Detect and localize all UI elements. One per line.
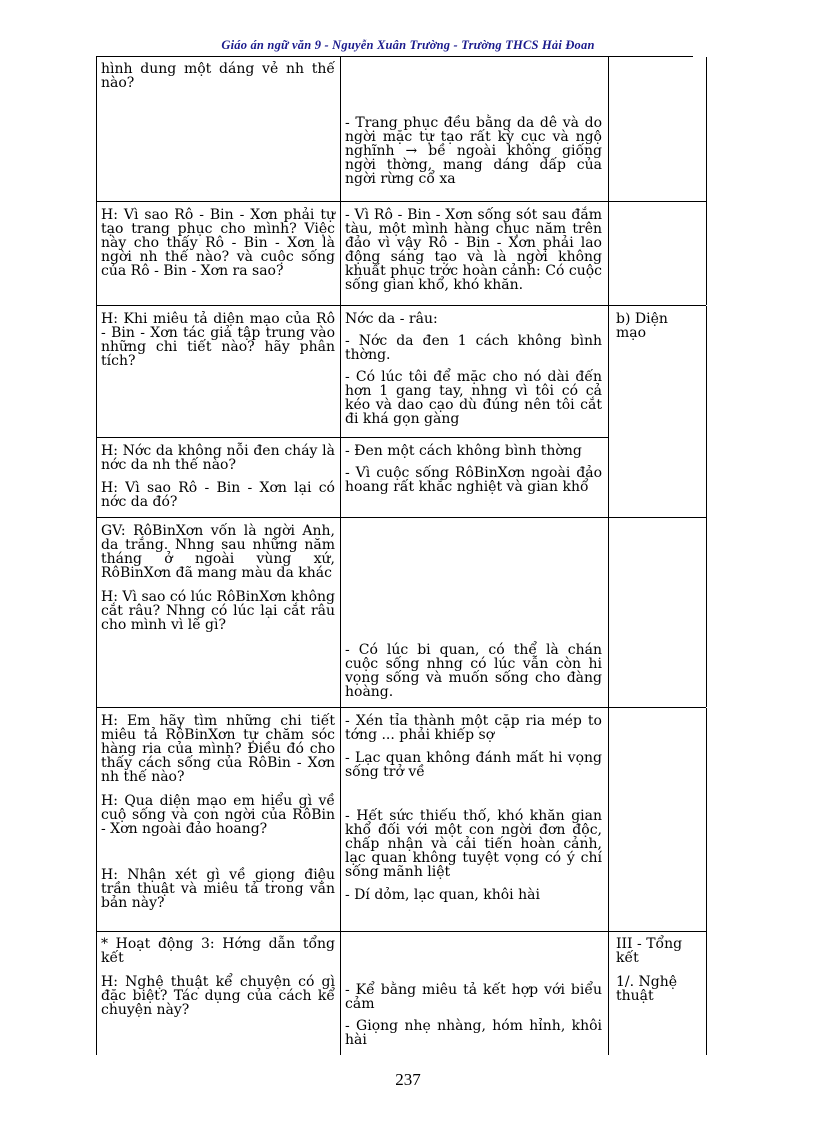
table-right-border — [706, 931, 707, 1055]
cell-text: - Có lúc bi quan, có thể là chán cuộc sống nhng có lúc vẫn còn hi vọng sống và muốn sống cho đàng hoàng. — [345, 642, 602, 700]
row-6-middle-cell — [345, 714, 602, 902]
cell-text: * Hoạt động 3: Hớng dẫn tổng kết — [101, 936, 335, 966]
row-4-middle-cell — [345, 444, 602, 494]
cell-text: H: Khi miêu tả diện mạo của Rô - Bin - Xơn tác giả tập trung vào những chi tiết nào? hãy phân tích? — [101, 311, 335, 369]
row-6-left-cell — [101, 714, 335, 910]
cell-text: - Hết sức thiếu thố, khó khăn gian khổ đối với một con ngời đơn độc, chấp nhận và cải tiến hoàn cảnh, lạc quan không tuyệt vọng có ý chí sống mãnh liệt — [345, 808, 602, 880]
cell-text: GV: RôBinXơn vốn là ngời Anh, da trắng. Nhng sau những năm tháng ở ngoài vùng xứ, RôBinXơn đã mang màu da khác — [101, 523, 335, 581]
cell-text: - Vì Rô - Bin - Xơn sống sót sau đắm tàu, một mình hàng chục năm trên đảo vì vậy Rô - Bin - Xơn phải lao động sáng tạo và là ngời không khuất phục trớc hoàn cảnh: Có cuộc sống gian khổ, khó khăn. — [345, 207, 602, 293]
cell-text: H: Em hãy tìm những chi tiết miêu tả RôBinXơn tự chăm sóc hàng ria của mình? Điều đó cho thấy cách sống của RôBin - Xơn nh thế nào? — [101, 713, 335, 785]
row-2-middle-cell — [345, 208, 602, 292]
column-divider-2 — [608, 57, 609, 1055]
row-7-right-cell — [616, 937, 702, 1003]
cell-text: - Kể bằng miêu tả kết hợp với biểu cảm — [345, 982, 602, 1012]
cell-text: H: Qua diện mạo em hiểu gì về cuộ sống và con ngời của RôBin - Xơn ngoài đảo hoang? — [101, 793, 335, 837]
table-left-border — [96, 57, 97, 707]
row-3-middle-cell — [345, 312, 602, 426]
row-1-left-cell — [101, 62, 335, 90]
row-border — [96, 437, 608, 438]
cell-text: H: Vì sao Rô - Bin - Xơn phải tự tạo trang phục cho mình? Việc này cho thấy Rô - Bin - Xơn là ngời nh thế nào? và cuộc sống của Rô - Bin - Xơn ra sao? — [101, 207, 335, 279]
cell-text: - Xén tỉa thành một cặp ria mép to tớng ... phải khiếp sợ — [345, 713, 602, 743]
row-2-left-cell — [101, 208, 335, 278]
section-subheading: 1/. Nghệ thuật — [616, 974, 678, 1004]
table-right-border — [706, 708, 707, 931]
cell-text: H: Nớc da không nỗi đen cháy là nớc da nh thế nào? — [101, 443, 335, 473]
table-left-border — [96, 931, 97, 1055]
row-7-left-cell — [101, 937, 335, 1017]
cell-text: H: Vì sao có lúc RôBinXơn không cắt râu? Nhng có lúc lại cắt râu cho mình vì lẽ gì? — [101, 589, 335, 633]
row-5-left-cell — [101, 524, 335, 632]
header-rule — [96, 56, 693, 57]
table-right-border — [706, 306, 707, 707]
row-border — [96, 305, 706, 306]
row-3-left-cell — [101, 312, 335, 368]
cell-text: - Lạc quan không đánh mất hi vọng sống trở về — [345, 750, 602, 780]
page-header: Giáo án ngữ văn 9 - Nguyễn Xuân Trường - Trường THCS Hải Đoan — [221, 38, 595, 52]
cell-text: H: Vì sao Rô - Bin - Xơn lại có nớc da đó? — [101, 480, 335, 510]
cell-text: - Có lúc tôi để mặc cho nó dài đến hơn 1 gang tay, nhng vì tôi có cả kéo và dao cạo dù đúng nên tôi cắt đi khá gọn gàng — [345, 369, 602, 427]
row-7-middle-cell — [345, 983, 602, 1047]
cell-text: - Vì cuộc sống RôBinXơn ngoài đảo hoang rất khắc nghiệt và gian khổ — [345, 465, 602, 495]
row-1-middle-cell — [345, 116, 602, 186]
table-right-border — [706, 57, 707, 305]
section-heading: III - Tổng kết — [616, 936, 683, 966]
cell-text: - Dí dỏm, lạc quan, khôi hài — [345, 887, 540, 903]
row-border — [96, 707, 706, 708]
row-5-middle-cell — [345, 643, 602, 699]
cell-text: - Trang phục đều bằng da dê và do ngời mặc tự tạo rất kỳ cục và ngộ nghĩnh → bề ngoài không giống ngời thờng, mang dáng dấp của ngời rừng cổ xa — [345, 115, 602, 187]
column-divider-1 — [340, 57, 341, 1055]
section-heading: b) Diện mạo — [616, 311, 668, 341]
cell-text: H: Nhận xét gì về giọng điệu trần thuật và miêu tả trong văn bản này? — [101, 867, 335, 911]
cell-text: - Đen một cách không bình thờng — [345, 443, 582, 459]
cell-text: - Giọng nhẹ nhàng, hóm hỉnh, khôi hài — [345, 1018, 602, 1048]
row-4-left-cell — [101, 444, 335, 509]
cell-text: H: Nghệ thuật kể chuyện có gì đặc biệt? Tác dụng của cách kể chuyện này? — [101, 974, 335, 1018]
cell-text: Nớc da - râu: — [345, 311, 438, 327]
row-3-right-cell — [616, 312, 702, 340]
table-left-border — [96, 708, 97, 931]
page-number: 237 — [395, 1070, 421, 1089]
cell-text: hình dung một dáng vẻ nh thế nào? — [101, 61, 335, 91]
row-border — [96, 931, 706, 932]
row-border — [96, 517, 706, 518]
row-border — [96, 201, 706, 202]
cell-text: - Nớc da đen 1 cách không bình thờng. — [345, 333, 602, 363]
